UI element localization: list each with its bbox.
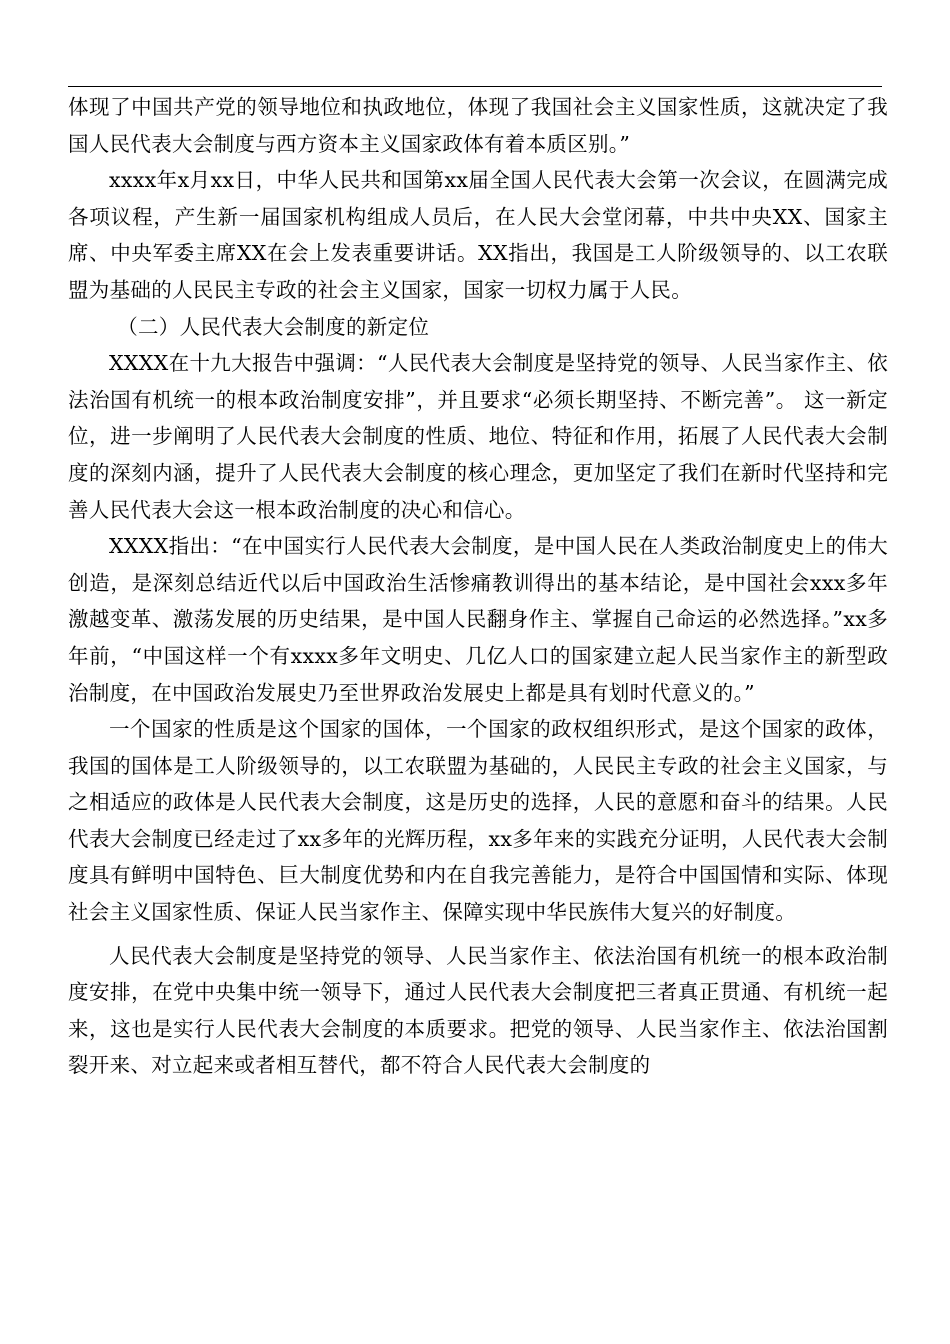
- header-rule: [68, 86, 882, 87]
- paragraph-organic-unity: 人民代表大会制度是坚持党的领导、人民当家作主、依法治国有机统一的根本政治制度安排，在党中央集中统一领导下，通过人民代表大会制度把三者真正贯通、有机统一起来，这也是实行人民代表大会制度的本质要求。把党的领导、人民当家作主、依法治国割裂开来、对立起来或者相互替代，都不符合人民代表大会制度的: [68, 943, 888, 1078]
- paragraph-new-positioning: XXXX在十九大报告中强调：“人民代表大会制度是坚持党的领导、人民当家作主、依法治国有机统一的根本政治制度安排”，并且要求“必须长期坚持、不断完善”。 这一新定位，进一步阐明了人民代表大会制度的性质、地位、特征和作用，拓展了人民代表大会制度的深刻内涵，提升了人民代表大会制度的核心理念，更加坚定了我们在新时代坚持和完善人民代表大会这一根本政治制度的决心和信心。: [68, 351, 888, 522]
- section-heading: （二）人民代表大会制度的新定位: [117, 314, 430, 339]
- paragraph-state-system: 一个国家的性质是这个国家的国体，一个国家的政权组织形式，是这个国家的政体，我国的国体是工人阶级领导的，以工农联盟为基础的，人民民主专政的社会主义国家，与之相适应的政体是人民代表大会制度，这是历史的选择，人民的意愿和奋斗的结果。人民代表大会制度已经走过了xx多年的光辉历程，xx多年来的实践充分证明，人民代表大会制度具有鲜明中国特色、巨大制度优势和内在自我完善能力，是符合中国国情和实际、体现社会主义国家性质、保证人民当家作主、保障实现中华民族伟大复兴的好制度。: [68, 717, 888, 925]
- paragraph-continuation: 体现了中国共产党的领导地位和执政地位，体现了我国社会主义国家性质，这就决定了我国人民代表大会制度与西方资本主义国家政体有着本质区别。”: [68, 95, 888, 156]
- paragraph-meeting-speech: xxxx年x月xx日，中华人民共和国第xx届全国人民代表大会第一次会议，在圆满完成各项议程，产生新一届国家机构组成人员后，在人民大会堂闭幕，中共中央XX、国家主席、中央军委主席XX在会上发表重要讲话。XX指出，我国是工人阶级领导的、以工农联盟为基础的人民民主专政的社会主义国家，国家一切权力属于人民。: [68, 168, 888, 302]
- paragraph-great-creation: XXXX指出：“在中国实行人民代表大会制度，是中国人民在人类政治制度史上的伟大创造，是深刻总结近代以后中国政治生活惨痛教训得出的基本结论，是中国社会xxx多年激越变革、激荡发展的历史结果，是中国人民翻身作主、掌握自己命运的必然选择。”xx多年前，“中国这样一个有xxxx多年文明史、几亿人口的国家建立起人民当家作主的新型政治制度，在中国政治发展史乃至世界政治发展史上都是具有划时代意义的。”: [68, 534, 888, 705]
- document-body: [68, 89, 888, 1084]
